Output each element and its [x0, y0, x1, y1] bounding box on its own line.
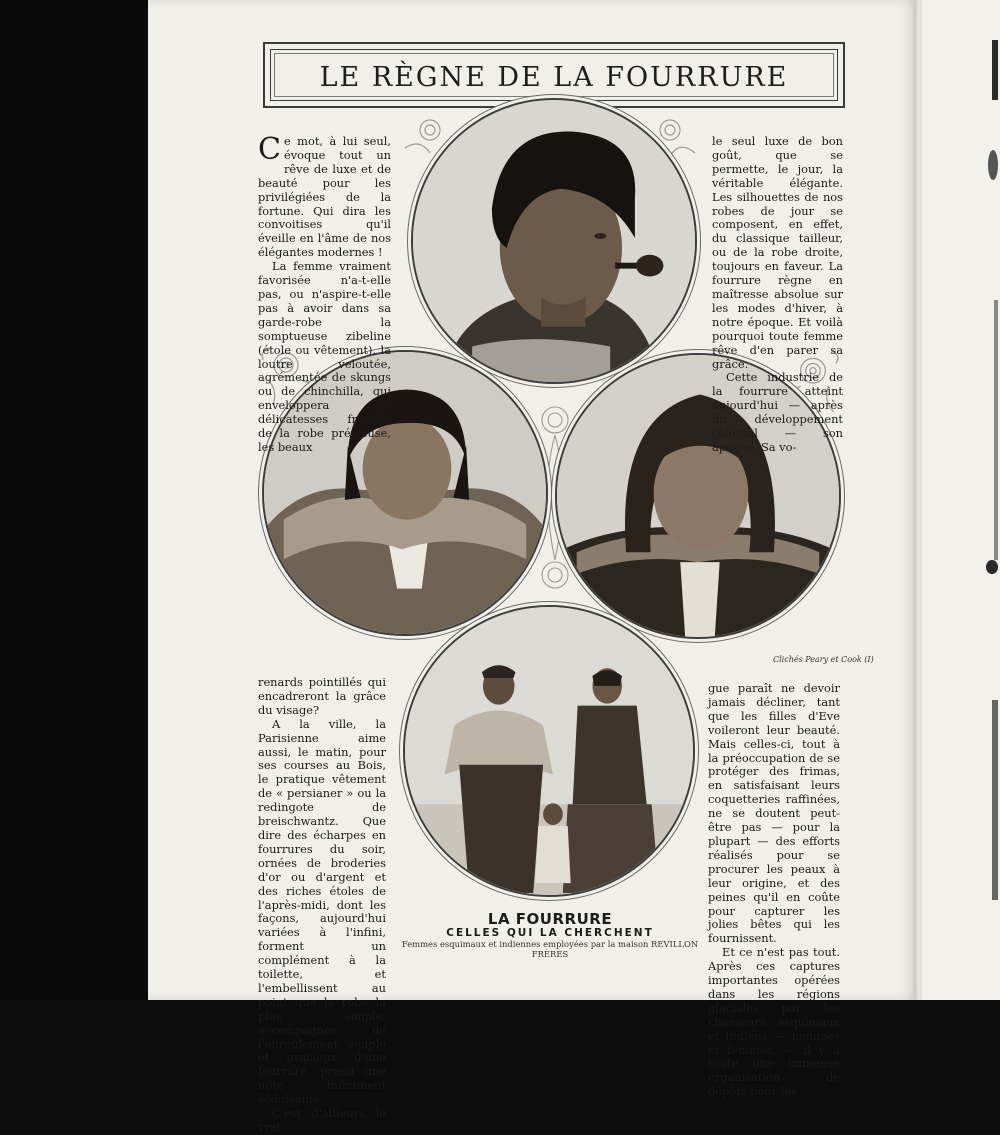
book-binding [0, 0, 148, 1000]
text-column-left-top [258, 132, 391, 455]
drop-cap: C [258, 132, 281, 167]
caption-title: LA FOURRURE [487, 910, 613, 928]
photo-credit: Clichés Peary et Cook (I) [773, 655, 874, 664]
paragraph: le seul luxe de bon goût, que se permette, le jour, la véritable élégante. Les silhouettes de nos robes de jour se composent, en effet, du classique tailleur, ou de la robe droite, toujours en faveur. La fourrure règne en maîtresse absolue sur les modes d'hiver, à notre époque. Et voilà pourquoi toute femme rêve d'en parer sa grâce. [712, 134, 843, 371]
paragraph: A la ville, la Parisienne aime aussi, le matin, pour ses courses au Bois, le pratique vêtement de « persianer » ou la redingote de breischwantz. Que dire des écharpes en fourrures du soir, ornées de broderies d'or ou d'argent et des riches étoles de l'après-midi, dont les façons, aujourd'hui variées à l'infini, forment un complément à la toilette, et l'embellissent au point que la robe la plus simple, accompagnée de l'enroulement souple et gracieux d'une fourrure, prend une note infiniment séduisante. [258, 716, 386, 1107]
photo-man-with-pipe [411, 98, 697, 384]
paragraph: renards pointillés qui encadreront la grâce du visage? [258, 675, 386, 717]
paragraph: e mot, à lui seul, évoque tout un rêve de luxe et de beauté pour les privilégiées de la fortune. Qui dira les convoitises qu'il éveille en l'âme de nos élégantes modernes ! [258, 134, 391, 260]
portrait-pipe-smoker [413, 100, 695, 382]
text-column-right-top [712, 135, 843, 455]
paragraph: Cette industrie de la fourrure atteint aujourd'hui — après un développement colossal — son apogée. Sa vo- [712, 370, 843, 454]
paragraph: C'est d'ailleurs le vrai, [258, 1106, 386, 1134]
text-column-right-bottom [708, 682, 840, 1099]
paragraph: La femme vraiment favorisée n'a-t-elle pas, ou n'aspire-t-elle pas à avoir dans sa garde-robe la somptueuse zibeline (étole ou vêtement), la loutre veloutée, agrémentée de skungs ou de chinchilla, qui enveloppera les délicatesses fragiles de la robe précieuse, les beaux [258, 259, 391, 454]
group-women-and-child [405, 607, 693, 895]
caption-subtitle: CELLES QUI LA CHERCHENT [446, 927, 654, 939]
paragraph: gue paraît ne devoir jamais décliner, tant que les filles d'Eve voileront leur beauté. Mais celles-ci, tout à la préoccupation de se protéger des frimas, en satisfaisant leurs coquetteries raffinées, ne se doutent peut-être pas — pour la plupart — des efforts réalisés pour se procurer les peaux à leur origine, et des peines qu'il en coûte pour capturer les jolies bêtes qui les fournissent. [708, 681, 840, 946]
photo-standing-women [403, 605, 695, 897]
next-page-edge [922, 0, 1000, 1000]
text-column-left-bottom [258, 676, 386, 1135]
paragraph: Et ce n'est pas tout. Après ces captures importantes opérées dans les régions glaciales par les chasseurs esquimaux et indiens — hommes et femmes, — il y a toute une immense organisation de dépôts pour les [708, 945, 840, 1099]
page-title: LE RÈGNE DE LA FOURRURE [319, 62, 789, 93]
caption-text: Femmes esquimaux et indiennes employées par la maison REVILLON FRÈRES [401, 939, 699, 959]
